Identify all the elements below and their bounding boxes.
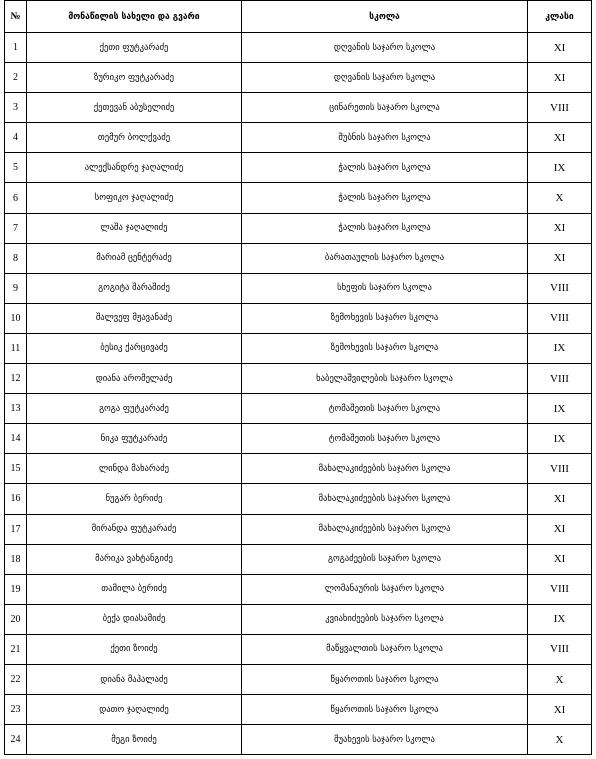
table-row xyxy=(5,63,592,93)
grade-value: VIII xyxy=(528,634,592,664)
grade-value: VIII xyxy=(528,574,592,604)
table-row xyxy=(5,33,592,63)
table-body xyxy=(5,33,592,755)
participant-name: ქეთევან აბუსელიძე xyxy=(27,93,242,123)
school-name: ხაბელაშვილების საჯარო სკოლა xyxy=(242,364,528,394)
header-name: მონაწილის სახელი და გვარი xyxy=(27,1,242,33)
participant-name: ქეთი ფუტკარაძე xyxy=(27,33,242,63)
grade-value: IX xyxy=(528,604,592,634)
header-row xyxy=(5,1,592,33)
grade-value: XI xyxy=(528,123,592,153)
participant-name: მირანდა ფუტკარაძე xyxy=(27,514,242,544)
school-name: ტომაშეთის საჯარო სკოლა xyxy=(242,424,528,454)
school-name: მახალაკიძეების საჯარო სკოლა xyxy=(242,514,528,544)
table-row xyxy=(5,364,592,394)
row-number: 22 xyxy=(5,664,27,694)
grade-value: XI xyxy=(528,33,592,63)
header-grade: კლასი xyxy=(528,1,592,33)
grade-value: XI xyxy=(528,514,592,544)
row-number: 18 xyxy=(5,544,27,574)
participant-name: ბესიკ ქარცივაძე xyxy=(27,333,242,363)
participant-name: თემურ ბოლქვაძე xyxy=(27,123,242,153)
school-name: ზემოხევის საჯარო სკოლა xyxy=(242,303,528,333)
school-name: დღვანის საჯარო სკოლა xyxy=(242,63,528,93)
row-number: 9 xyxy=(5,273,27,303)
participants-table xyxy=(4,0,592,755)
grade-value: XI xyxy=(528,213,592,243)
grade-value: XI xyxy=(528,243,592,273)
header-number: № xyxy=(5,1,27,33)
participant-name: მეგი ზოიძე xyxy=(27,725,242,755)
row-number: 19 xyxy=(5,574,27,604)
school-name: ტომაშეთის საჯარო სკოლა xyxy=(242,394,528,424)
row-number: 4 xyxy=(5,123,27,153)
grade-value: IX xyxy=(528,394,592,424)
row-number: 8 xyxy=(5,243,27,273)
school-name: მაწყვალთის საჯარო სკოლა xyxy=(242,634,528,664)
table-row xyxy=(5,514,592,544)
table-row xyxy=(5,544,592,574)
grade-value: X xyxy=(528,183,592,213)
table-row xyxy=(5,574,592,604)
row-number: 10 xyxy=(5,303,27,333)
table-row xyxy=(5,243,592,273)
participant-name: ალექსანდრე ჯაღალიძე xyxy=(27,153,242,183)
row-number: 14 xyxy=(5,424,27,454)
school-name: მახალაკიძეების საჯარო სკოლა xyxy=(242,484,528,514)
grade-value: IX xyxy=(528,153,592,183)
participant-name: შალვეფ მჟავანაძე xyxy=(27,303,242,333)
participant-name: ნუგარ ბერიძე xyxy=(27,484,242,514)
table-row xyxy=(5,695,592,725)
table-row xyxy=(5,454,592,484)
school-name: ჭალის საჯარო სკოლა xyxy=(242,183,528,213)
school-name: ბარათაულის საჯარო სკოლა xyxy=(242,243,528,273)
table-row xyxy=(5,484,592,514)
row-number: 7 xyxy=(5,213,27,243)
participant-name: დიანა მაჰალაძე xyxy=(27,664,242,694)
grade-value: X xyxy=(528,725,592,755)
school-name: ჭალის საჯარო სკოლა xyxy=(242,153,528,183)
grade-value: X xyxy=(528,664,592,694)
school-name: შუბნის საჯარო სკოლა xyxy=(242,123,528,153)
row-number: 11 xyxy=(5,333,27,363)
participant-name: გოგიტა შარაშიძე xyxy=(27,273,242,303)
table-row xyxy=(5,273,592,303)
row-number: 1 xyxy=(5,33,27,63)
row-number: 3 xyxy=(5,93,27,123)
row-number: 15 xyxy=(5,454,27,484)
school-name: მახალაკიძეების საჯარო სკოლა xyxy=(242,454,528,484)
row-number: 23 xyxy=(5,695,27,725)
table-row xyxy=(5,183,592,213)
row-number: 12 xyxy=(5,364,27,394)
participant-name: მარიამ ცენტერაძე xyxy=(27,243,242,273)
participant-name: მარიკა ვახტანგიძე xyxy=(27,544,242,574)
grade-value: XI xyxy=(528,484,592,514)
table-row xyxy=(5,725,592,755)
table-row xyxy=(5,303,592,333)
row-number: 16 xyxy=(5,484,27,514)
row-number: 17 xyxy=(5,514,27,544)
grade-value: XI xyxy=(528,544,592,574)
grade-value: IX xyxy=(528,333,592,363)
participant-name: ზურიკო ფუტკარაძე xyxy=(27,63,242,93)
row-number: 13 xyxy=(5,394,27,424)
table-row xyxy=(5,153,592,183)
row-number: 2 xyxy=(5,63,27,93)
school-name: კვიახიძეების საჯარო სკოლა xyxy=(242,604,528,634)
row-number: 24 xyxy=(5,725,27,755)
table-row xyxy=(5,213,592,243)
table-row xyxy=(5,634,592,664)
grade-value: IX xyxy=(528,424,592,454)
school-name: სხეფის საჯარო სკოლა xyxy=(242,273,528,303)
grade-value: VIII xyxy=(528,364,592,394)
participant-name: ქეთი ზოიძე xyxy=(27,634,242,664)
row-number: 6 xyxy=(5,183,27,213)
participant-name: ნიკა ფუტკარაძე xyxy=(27,424,242,454)
school-name: ზემოხევის საჯარო სკოლა xyxy=(242,333,528,363)
table-row xyxy=(5,333,592,363)
school-name: წყაროთის საჯარო სკოლა xyxy=(242,664,528,694)
grade-value: XI xyxy=(528,695,592,725)
school-name: ცინარეთის საჯარო სკოლა xyxy=(242,93,528,123)
row-number: 20 xyxy=(5,604,27,634)
participant-name: დიანა არომელაძე xyxy=(27,364,242,394)
participant-name: გოგა ფუტკარაძე xyxy=(27,394,242,424)
grade-value: VIII xyxy=(528,273,592,303)
school-name: დღვანის საჯარო სკოლა xyxy=(242,33,528,63)
participant-name: თამილა ბერიძე xyxy=(27,574,242,604)
row-number: 21 xyxy=(5,634,27,664)
grade-value: VIII xyxy=(528,303,592,333)
table-row xyxy=(5,93,592,123)
table-row xyxy=(5,424,592,454)
table-row xyxy=(5,123,592,153)
school-name: გოგაძეების საჯარო სკოლა xyxy=(242,544,528,574)
school-name: ლომანაურის საჯარო სკოლა xyxy=(242,574,528,604)
participant-name: ლაშა ჯაღალიძე xyxy=(27,213,242,243)
grade-value: XI xyxy=(528,63,592,93)
participant-name: ბექა დიასამიძე xyxy=(27,604,242,634)
table-row xyxy=(5,664,592,694)
participant-name: ლინდა მახარაძე xyxy=(27,454,242,484)
header-school: სკოლა xyxy=(242,1,528,33)
grade-value: VIII xyxy=(528,93,592,123)
school-name: წყაროთის საჯარო სკოლა xyxy=(242,695,528,725)
row-number: 5 xyxy=(5,153,27,183)
school-name: ჭალის საჯარო სკოლა xyxy=(242,213,528,243)
table-row xyxy=(5,394,592,424)
grade-value: VIII xyxy=(528,454,592,484)
table-row xyxy=(5,604,592,634)
participant-name: დათო ჯაღალიძე xyxy=(27,695,242,725)
school-name: შუახევის საჯარო სკოლა xyxy=(242,725,528,755)
participant-name: სოფიკო ჯაღალიძე xyxy=(27,183,242,213)
